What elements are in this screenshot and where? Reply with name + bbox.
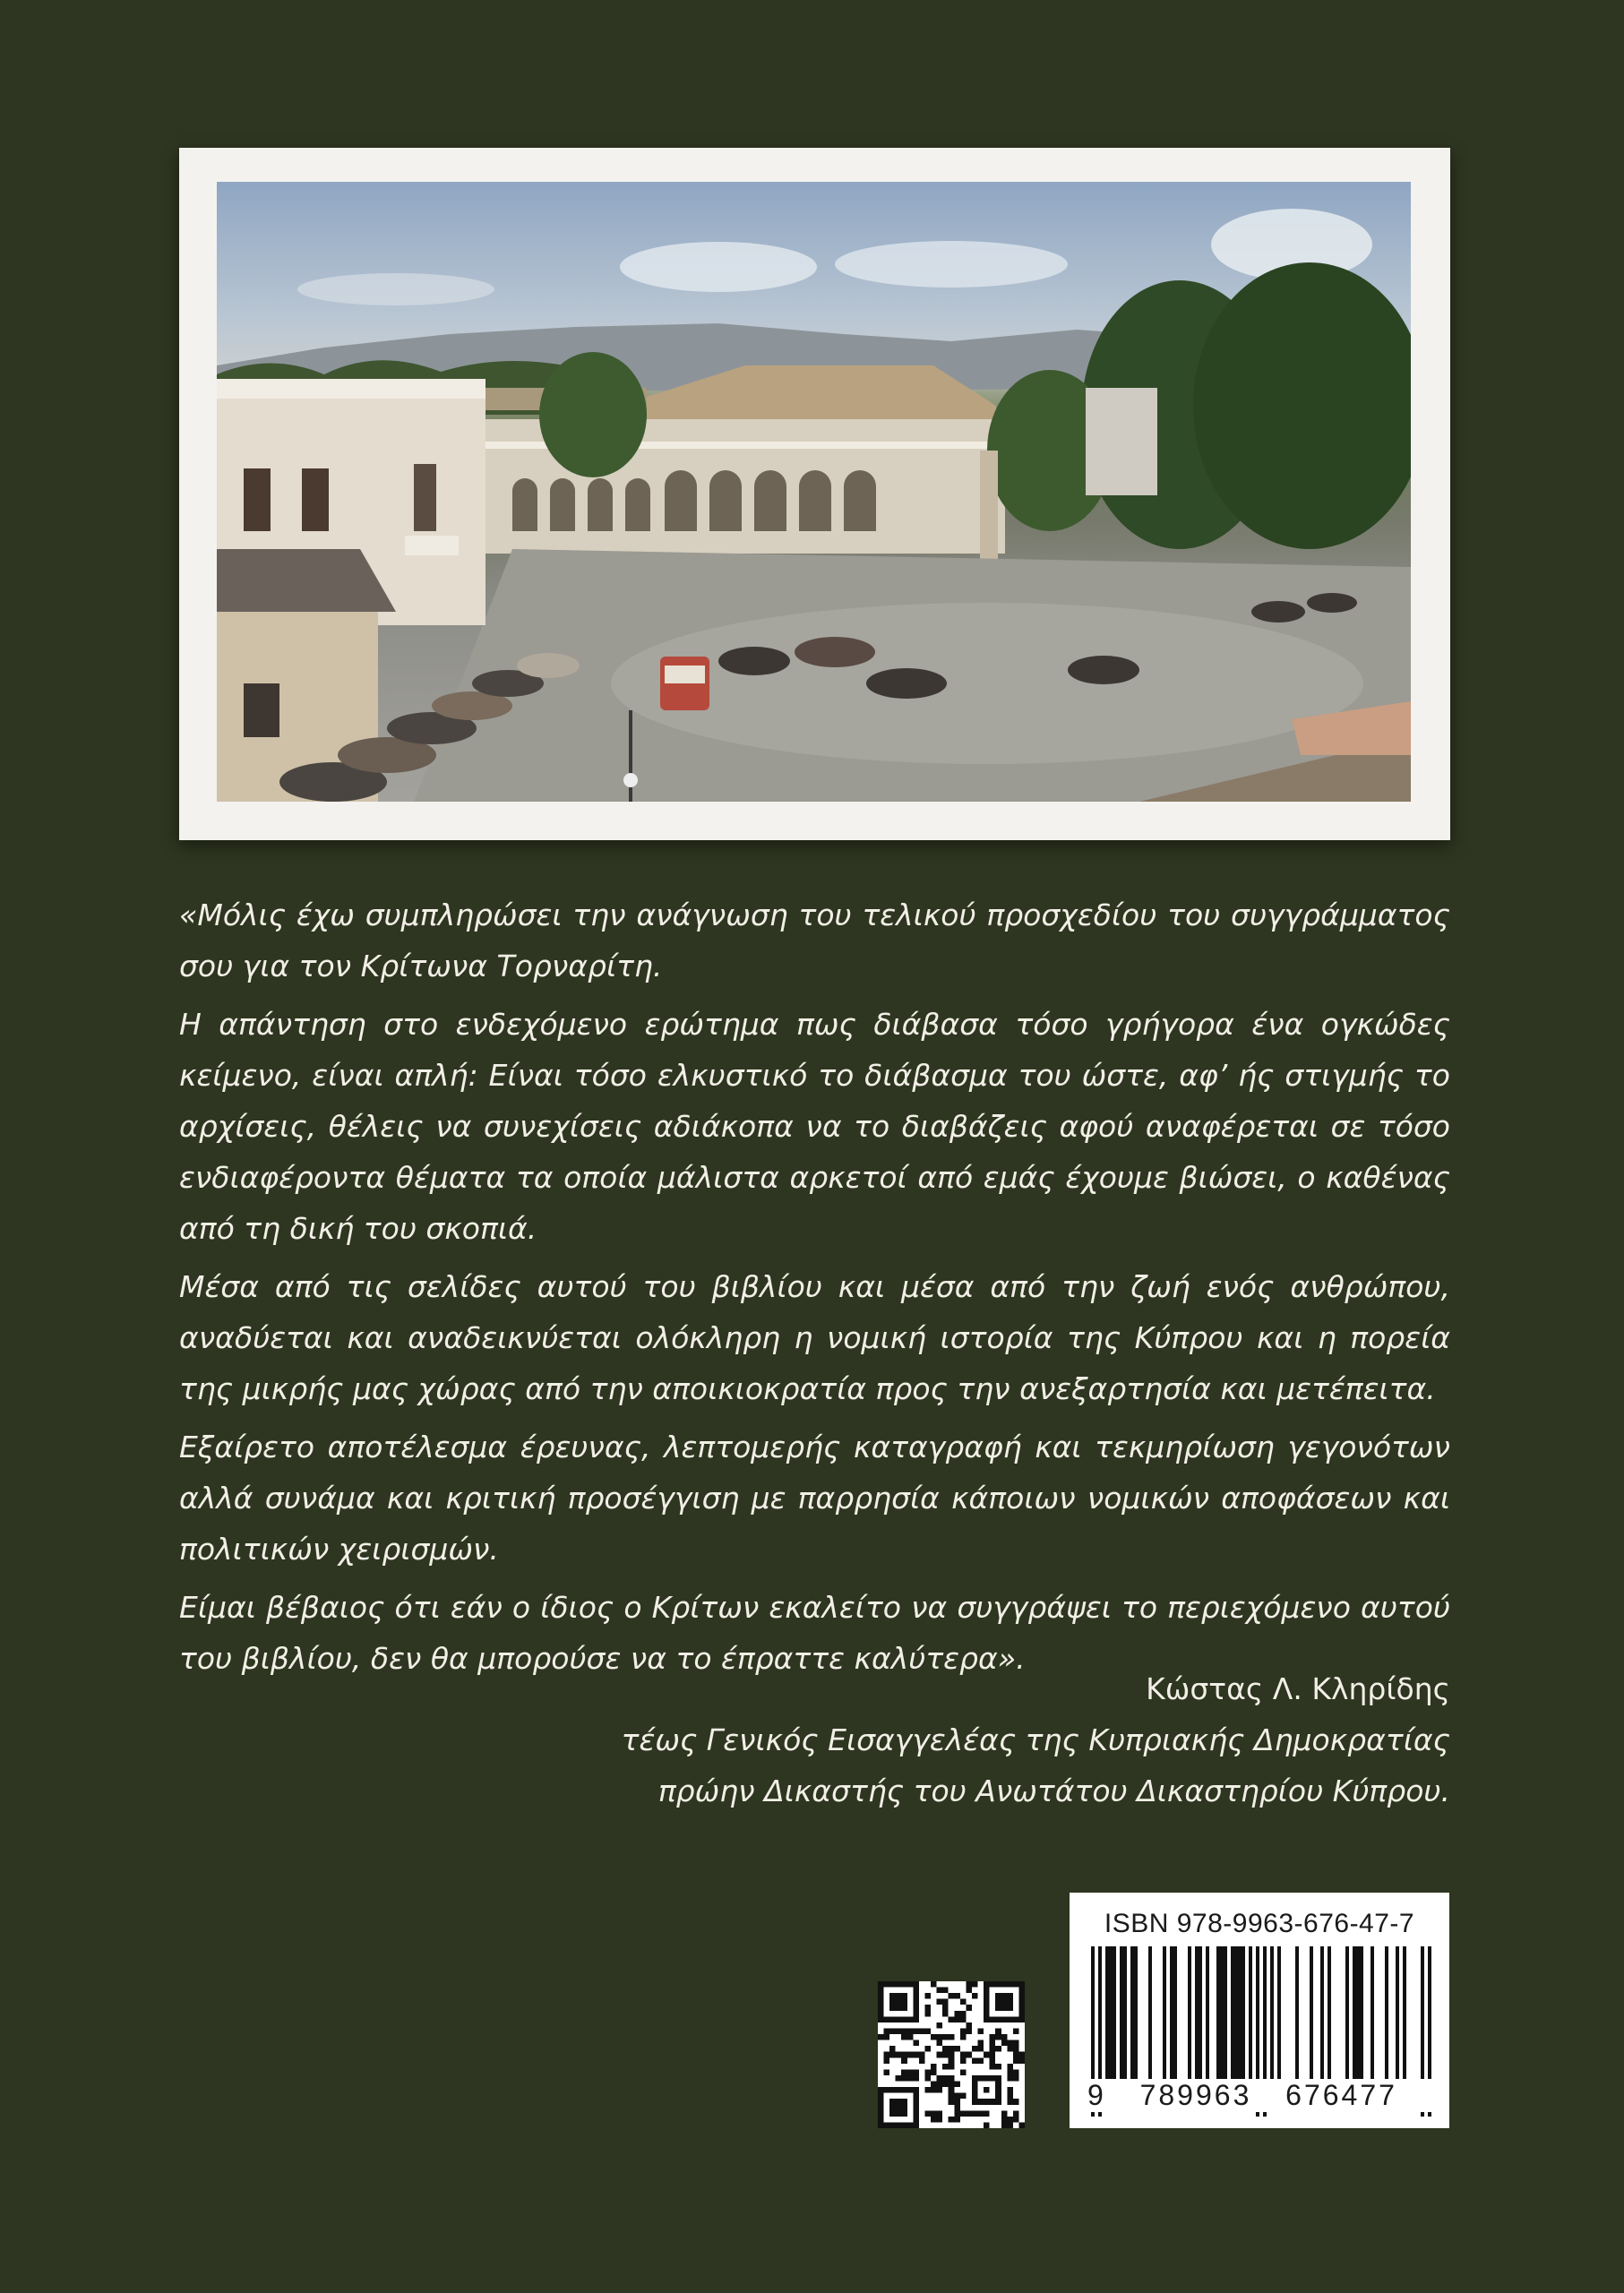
barcode-bar <box>1188 1946 1191 2096</box>
barcode-bar <box>1310 1946 1313 2096</box>
barcode-bar <box>1195 1946 1199 2096</box>
attribution-role: πρώην Δικαστής του Ανωτάτου Δικαστηρίου Κύπρου. <box>657 1773 1450 1808</box>
barcode-bar <box>1270 1946 1274 2096</box>
barcode-digits-group-1: 789963 <box>1139 2079 1252 2111</box>
cover-photo <box>217 182 1411 802</box>
barcode-bar <box>1216 1946 1220 2096</box>
photo-frame <box>179 148 1450 840</box>
barcode-bar <box>1231 1946 1234 2096</box>
barcode-bar <box>1353 1946 1356 2096</box>
barcode-bar <box>1320 1946 1324 2096</box>
barcode-bar <box>1163 1946 1166 2096</box>
barcode-bar <box>1328 1946 1331 2096</box>
quote-paragraph: Μέσα από τις σελίδες αυτού του βιβλίου και μέσα από την ζωή ενός ανθρώπου, αναδύεται και αναδεικνύεται ολόκληρη η νομική ιστορία της Κύπρου και η πορεία της μικρής μας χώρας από την αποικιοκρατία προς την ανεξαρτησία και μετέπειτα. <box>179 1269 1450 1406</box>
barcode-bar <box>1371 1946 1374 2096</box>
isbn-label: ISBN 978-9963-676-47-7 <box>1104 1909 1415 1938</box>
attribution-author: Κώστας Λ. Κληρίδης <box>1146 1671 1450 1706</box>
barcode-bar <box>1173 1946 1177 2096</box>
barcode-bar <box>1403 1946 1406 2096</box>
town-square-photo <box>217 182 1411 802</box>
quote-text <box>179 889 1450 1691</box>
barcode-digit-first: 9 <box>1087 2079 1106 2111</box>
barcode-bar <box>1123 1946 1127 2096</box>
quote-paragraph: «Μόλις έχω συμπληρώσει την ανάγνωση του τελικού προσχεδίου του συγγράμματος σου για τον Κρίτωνα Τορναρίτη. <box>179 897 1450 983</box>
barcode-bar <box>1345 1946 1349 2096</box>
barcode-bar <box>1120 1946 1123 2096</box>
quote-paragraph: Είμαι βέβαιος ότι εάν ο ίδιος ο Κρίτων εκαλείτο να συγγράψει το περιεχόμενο αυτού του βιβλίου, δεν θα μπορούσε να το έπραττε καλύτερα». <box>179 1590 1450 1676</box>
isbn-barcode <box>1070 1893 1449 2128</box>
barcode-bar <box>1105 1946 1109 2096</box>
barcode-bar <box>1148 1946 1152 2096</box>
quote-paragraph: Εξαίρετο αποτέλεσμα έρευνας, λεπτομερής καταγραφή και τεκμηρίωση γεγονότων αλλά συνάμα και κριτική προσέγγιση με παρρησία κάποιων νομικών αποφάσεων και πολιτικών χειρισμών. <box>179 1430 1450 1567</box>
barcode-bar <box>1385 1946 1388 2096</box>
barcode-digits-group-2: 676477 <box>1285 2079 1397 2111</box>
barcode-bar <box>1170 1946 1173 2096</box>
attribution-role: τέως Γενικός Εισαγγελέας της Κυπριακής Δημοκρατίας <box>621 1722 1450 1757</box>
barcode-digits <box>1087 2079 1437 2112</box>
barcode-bar <box>1238 1946 1242 2096</box>
barcode-bar <box>1134 1946 1138 2096</box>
barcode-bar <box>1249 1946 1252 2096</box>
barcode-bar <box>1113 1946 1116 2096</box>
barcode-bar <box>1242 1946 1245 2096</box>
barcode-bar <box>1224 1946 1227 2096</box>
qr-code-icon <box>878 1981 1025 2128</box>
barcode-bar <box>1130 1946 1134 2096</box>
barcode-bar <box>1396 1946 1399 2096</box>
attribution <box>465 1663 1450 1816</box>
qr-code-graphic <box>878 1981 1025 2128</box>
barcode-bar <box>1199 1946 1202 2096</box>
barcode-bar <box>1356 1946 1360 2096</box>
barcode-bar <box>1295 1946 1299 2096</box>
barcode-bar <box>1277 1946 1281 2096</box>
barcode-bar <box>1220 1946 1224 2096</box>
barcode-bar <box>1234 1946 1238 2096</box>
barcode-bar <box>1109 1946 1113 2096</box>
barcode-bar <box>1206 1946 1209 2096</box>
barcode-bar <box>1360 1946 1363 2096</box>
quote-paragraph: Η απάντηση στο ενδεχόμενο ερώτημα πως διάβασα τόσο γρήγορα ένα ογκώδες κείμενο, είναι απλή: Είναι τόσο ελκυστικό το διάβασμα του ώστε, αφ’ ής στιγμής το αρχίσεις, θέλεις να συνεχίσεις αδιάκοπα να το διαβάζεις αφού αναφέρεται σε τόσο ενδιαφέροντα θέματα τα οποία μάλιστα αρκετοί από εμάς έχουμε βιώσει, ο καθένας από τη δική του σκοπιά. <box>179 1007 1450 1246</box>
